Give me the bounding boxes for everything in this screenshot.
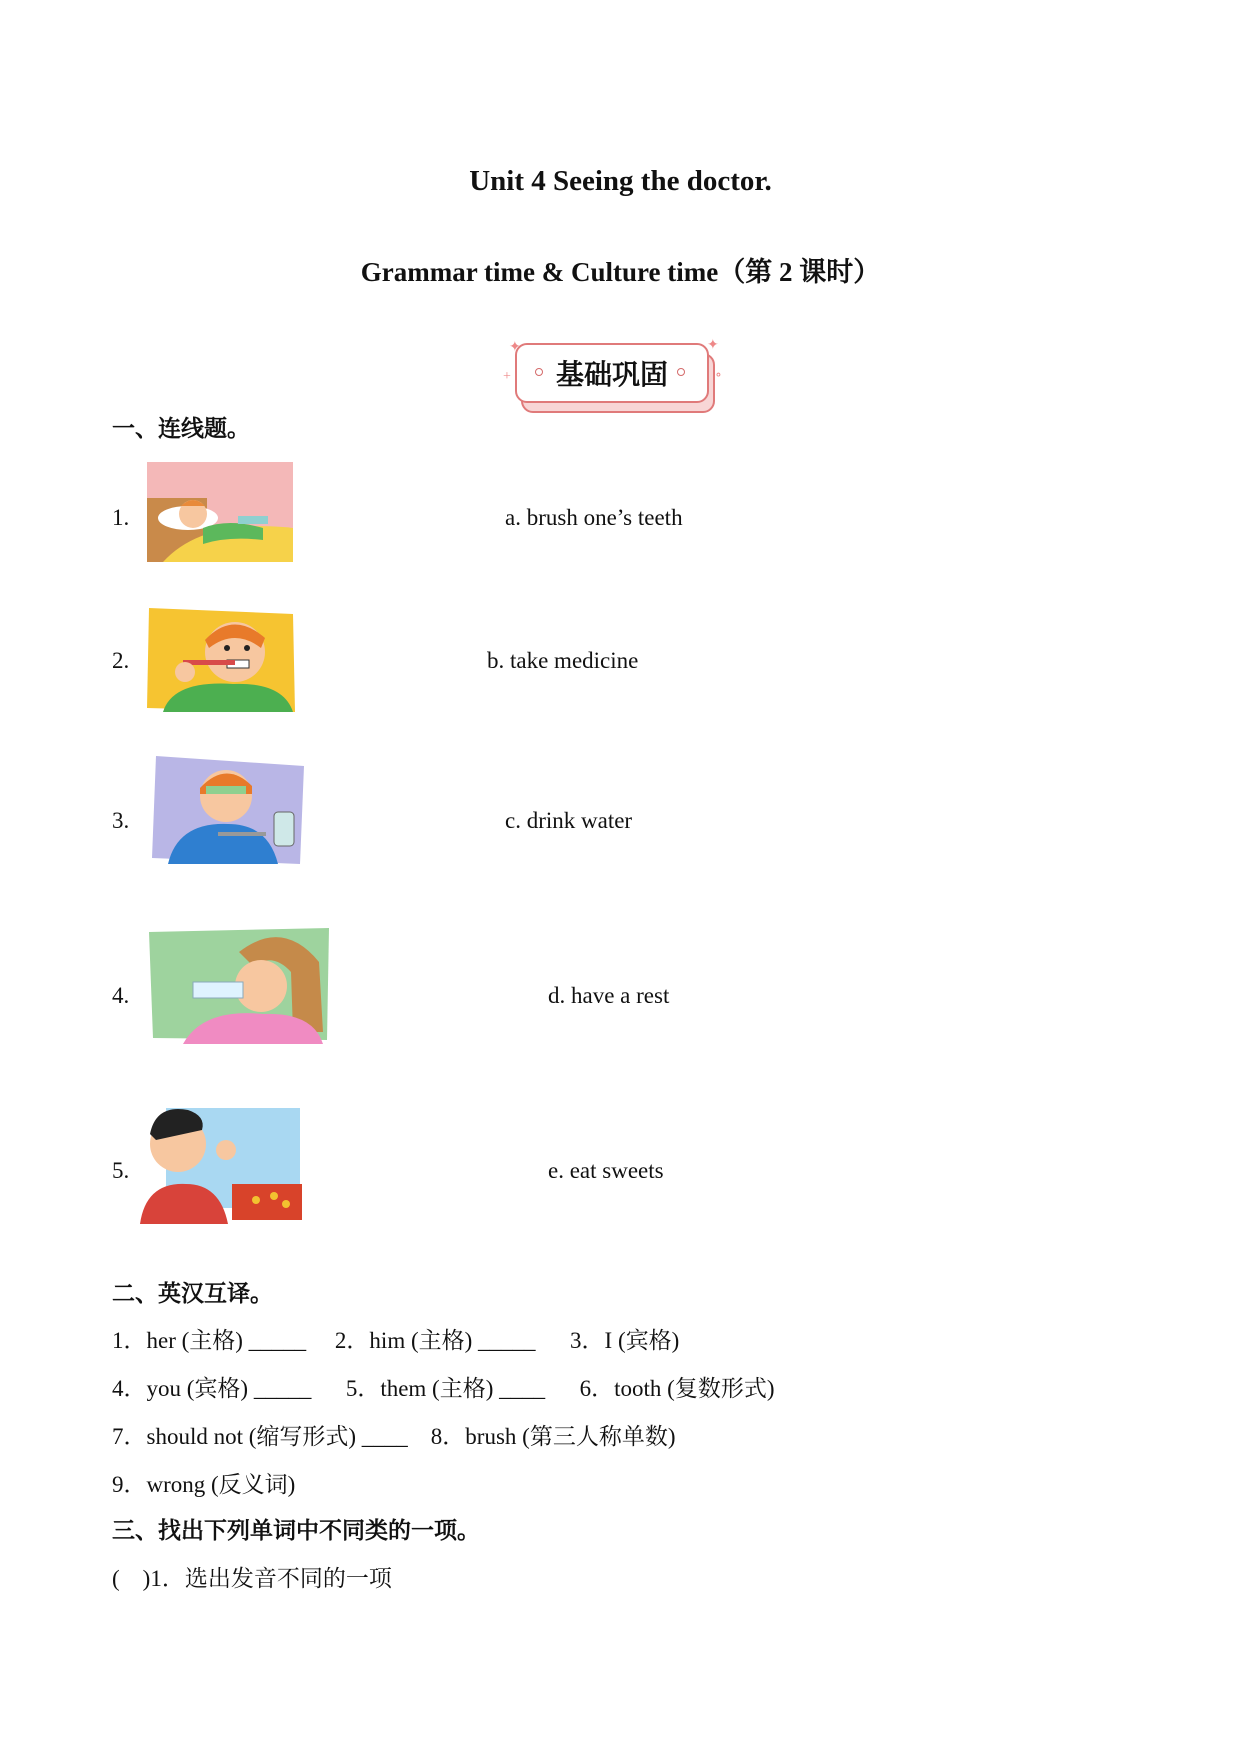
item-number: 5. <box>112 1158 130 1183</box>
translation-line: 7．should not (缩写形式) ____ 8．brush (第三人称单数) <box>112 1424 676 1449</box>
match-option: c. drink water <box>505 808 633 833</box>
sparkle-icon: ∘ <box>715 368 722 383</box>
section3-heading: 三、找出下列单词中不同类的一项。 <box>112 1518 480 1543</box>
item-number: 3. <box>112 808 130 833</box>
section1-heading: 一、连线题。 <box>112 416 250 441</box>
boy-brushing-teeth-icon <box>143 600 303 718</box>
section2-heading: 二、英汉互译。 <box>112 1281 273 1306</box>
item-number: 4. <box>112 983 130 1008</box>
item-number: 1. <box>112 505 130 530</box>
translation-line: 9．wrong (反义词) <box>112 1472 296 1497</box>
match-option: d. have a rest <box>548 983 670 1008</box>
girl-drinking-water-icon <box>143 922 333 1044</box>
sparkle-icon: + <box>503 369 511 384</box>
translation-line: 4．you (宾格) _____ 5．them (主格) ____ 6．tooth (复数形式) <box>112 1376 775 1401</box>
boy-eating-sweets-icon <box>136 1100 304 1224</box>
boy-taking-medicine-icon <box>148 752 310 870</box>
match-option: a. brush one’s teeth <box>505 505 683 530</box>
page-title: Unit 4 Seeing the doctor. <box>469 165 772 197</box>
sparkle-icon: ✦ <box>509 340 521 355</box>
match-option: b. take medicine <box>487 648 639 673</box>
badge-label: 基础巩固 <box>555 360 668 391</box>
translation-line: 1．her (主格) _____ 2．him (主格) _____ 3．I (宾格) <box>112 1328 680 1353</box>
section-badge <box>503 338 722 411</box>
sparkle-icon: ✦ <box>707 338 719 353</box>
page-subtitle: Grammar time & Culture time（第 2 课时） <box>360 257 881 287</box>
item-number: 2. <box>112 648 130 673</box>
match-option: e. eat sweets <box>548 1158 664 1183</box>
question-line: ( )1．选出发音不同的一项 <box>112 1566 392 1591</box>
boy-in-bed-icon <box>143 458 298 568</box>
